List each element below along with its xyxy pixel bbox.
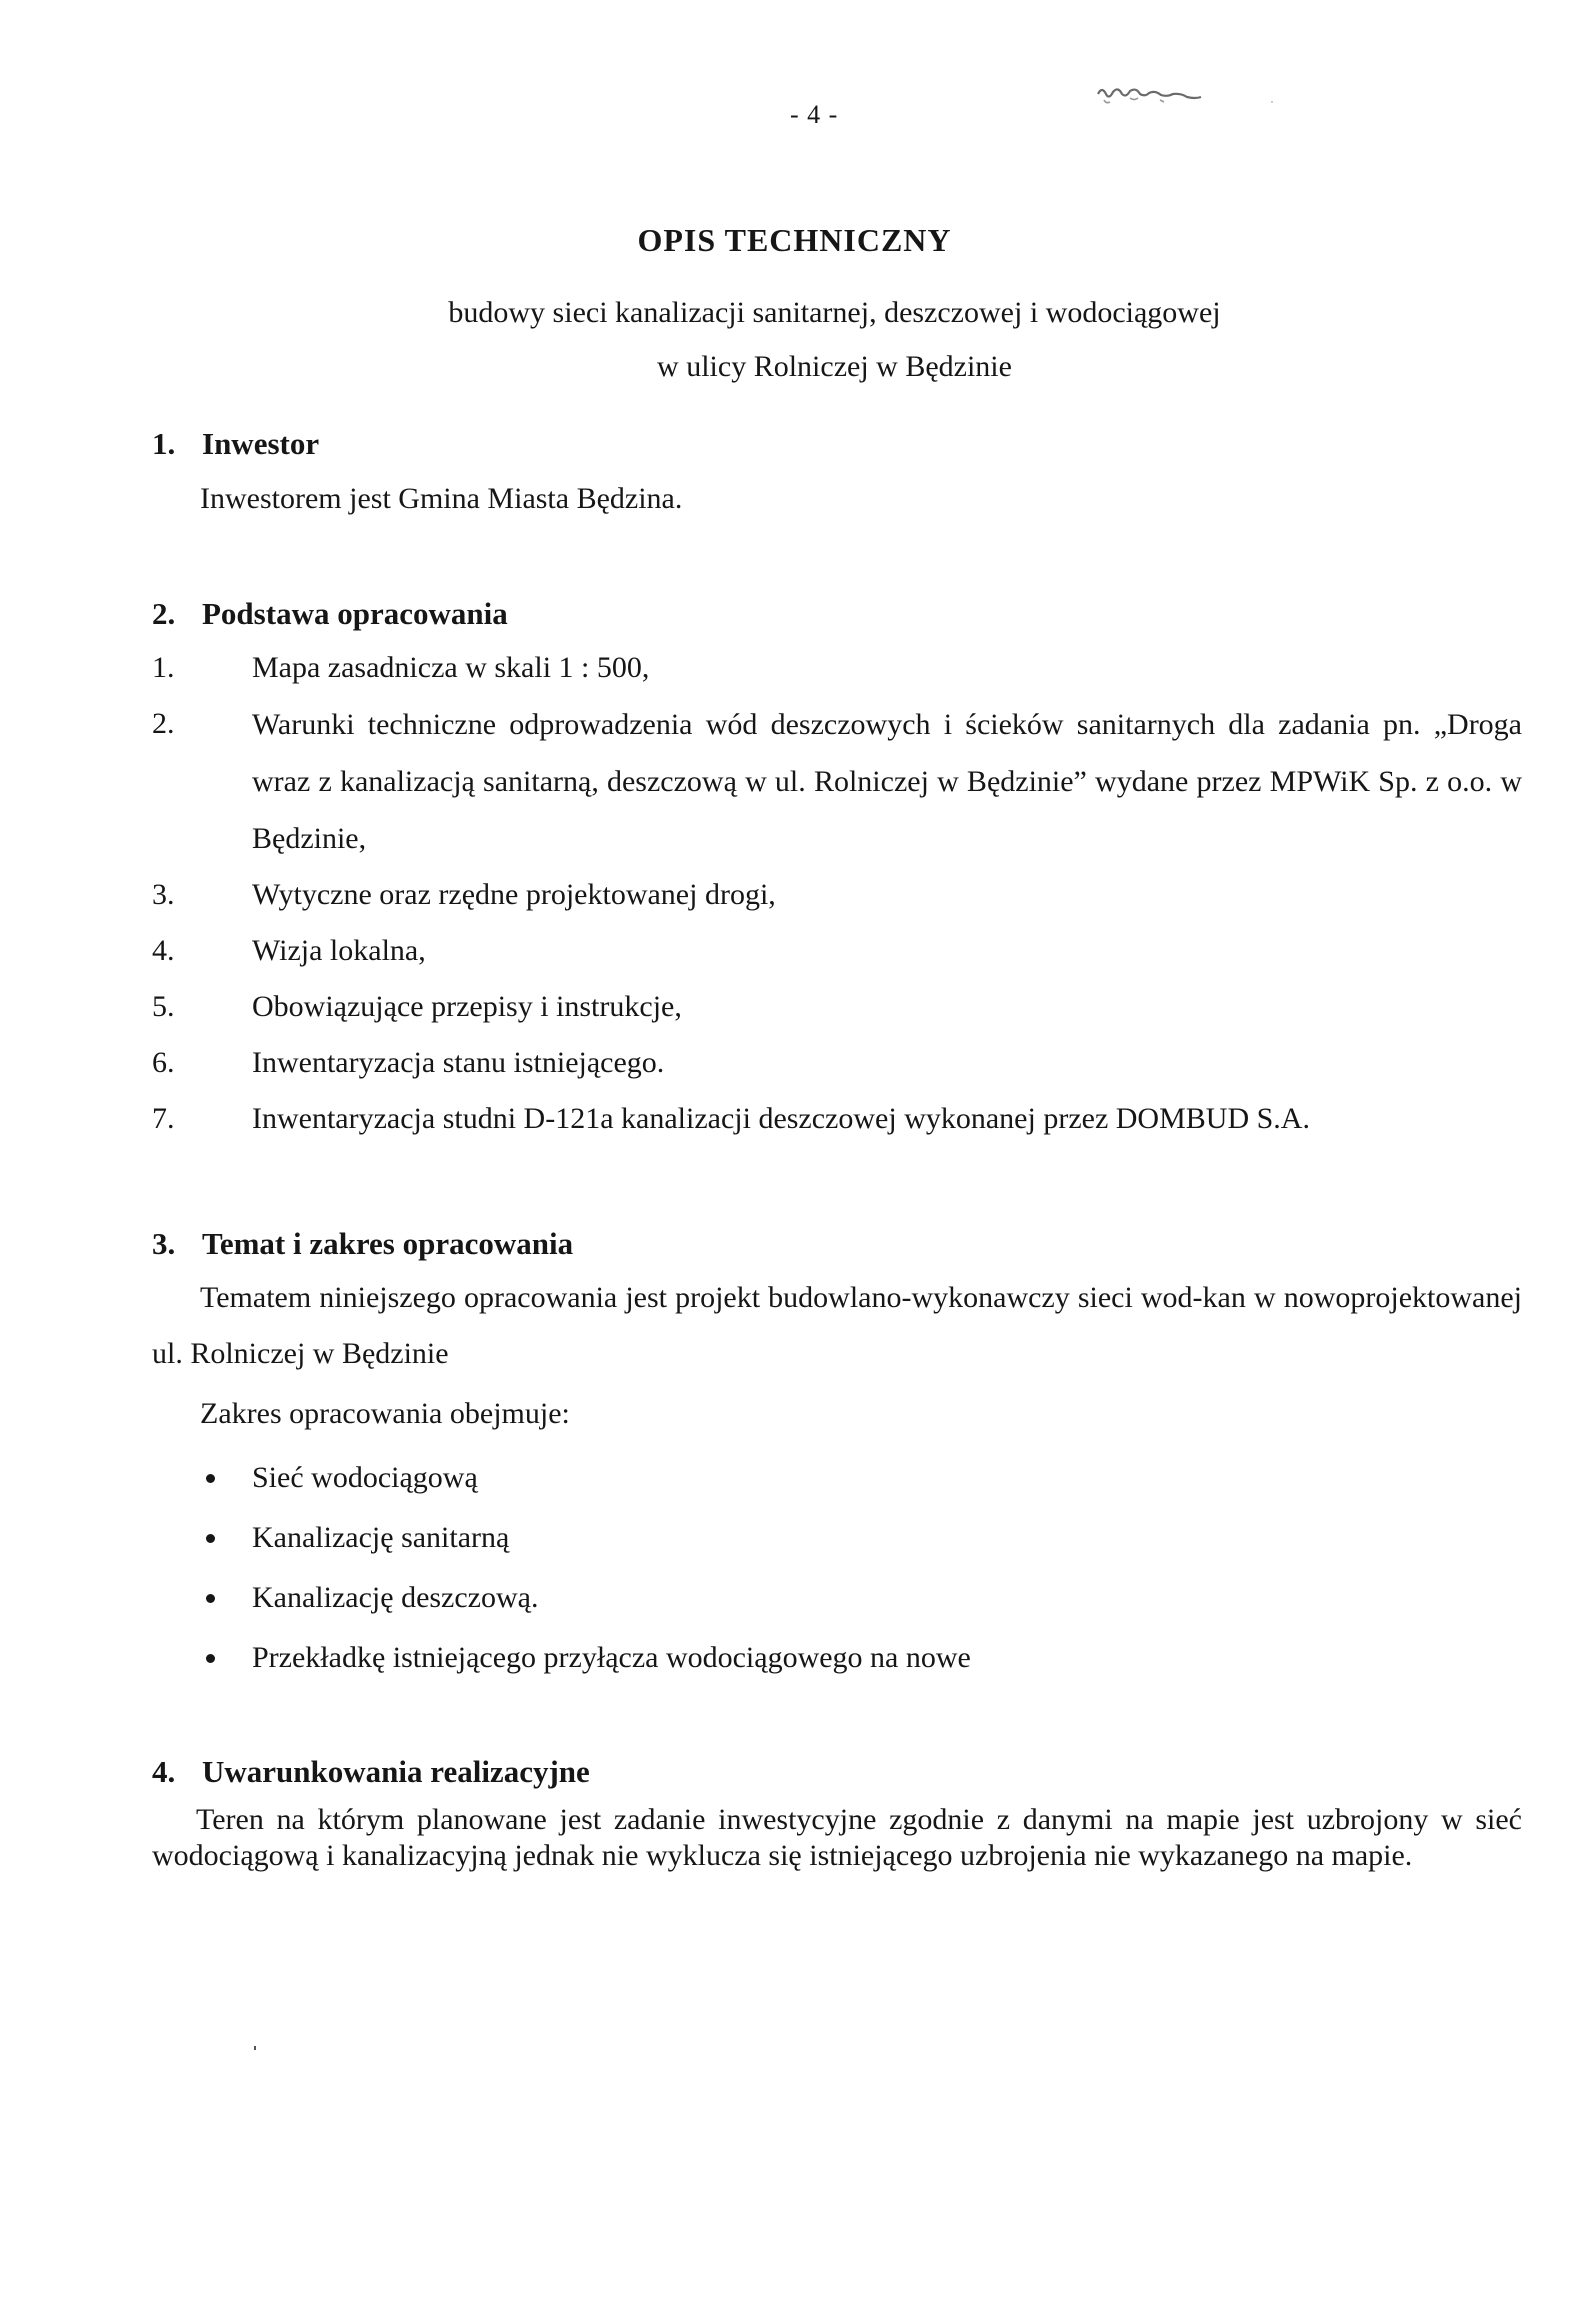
page-number: - 4 - [790,100,839,129]
document-subtitle-line2: w ulicy Rolniczej w Będzinie [657,350,1012,383]
scope-label: Zakres opracowania obejmuje: [200,1397,570,1430]
handwritten-mark [1090,80,1290,120]
list-item [152,867,1522,923]
bullet-icon [206,1474,215,1483]
bullet-item [152,1568,1522,1628]
section-scope [152,1224,1522,1688]
list-item [152,696,1522,867]
section-heading [152,1752,1522,1792]
list-item-number: 3. [152,878,175,911]
list-item [152,1091,1522,1147]
list-item-text: Inwentaryzacja studni D-121a kanalizacji deszczowej wykonanej przez DOMBUD S.A. [252,1102,1310,1135]
bullet-icon [206,1594,215,1603]
bullet-icon [206,1654,215,1663]
list-item-number: 2. [152,707,175,740]
scope-bullet-list [152,1448,1522,1688]
list-item-number: 6. [152,1046,175,1079]
bullet-text: Sieć wodociągową [252,1461,478,1494]
list-item-text: Wytyczne oraz rzędne projektowanej drogi, [252,878,776,911]
section-heading [152,424,1522,464]
list-item-text: Inwentaryzacja stanu istniejącego. [252,1046,665,1079]
bullet-item [152,1508,1522,1568]
list-item-text: Warunki techniczne odprowadzenia wód deszczowych i ścieków sanitarnych dla zadania pn. „Droga wraz z kanalizacją sanitarną, deszczową w ul. Rolniczej w Będzinie” wydane przez MPWiK Sp. z o.o. w Będzinie, [252,708,1522,855]
list-item-number: 4. [152,934,175,967]
section-intro-text: Tematem niniejszego opracowania jest projekt budowlano-wykonawczy sieci wod-kan w nowoprojektowanej ul. Rolniczej w Będzinie [152,1281,1522,1370]
section-number: 3. [152,1226,176,1261]
section-basis [152,594,1522,1147]
list-item-text: Wizja lokalna, [252,934,426,967]
section-conditions [152,1752,1522,1874]
bullet-item [152,1448,1522,1508]
section-number: 1. [152,426,176,461]
list-item-text: Obowiązujące przepisy i instrukcje, [252,990,682,1023]
section-text: Inwestorem jest Gmina Miasta Będzina. [200,482,683,515]
list-item [152,923,1522,979]
section-heading [152,594,1522,634]
bullet-icon [206,1534,215,1543]
bullet-text: Kanalizację deszczową. [252,1581,539,1614]
section-heading [152,1224,1522,1264]
document-subtitle-line1: budowy sieci kanalizacji sanitarnej, deszczowej i wodociągowej [448,296,1221,329]
list-item [152,1035,1522,1091]
list-item [152,640,1522,696]
bullet-text: Kanalizację sanitarną [252,1521,510,1554]
section-investor [152,424,1522,518]
list-item [152,979,1522,1035]
list-item-text: Mapa zasadnicza w skali 1 : 500, [252,651,650,684]
section-number: 2. [152,596,176,631]
section-title: Inwestor [202,426,320,461]
bullet-text: Przekładkę istniejącego przyłącza wodociągowego na nowe [252,1641,971,1674]
basis-list [152,640,1522,1147]
list-item-number: 7. [152,1102,175,1135]
document-title: OPIS TECHNICZNY [637,222,952,258]
section-number: 4. [152,1754,176,1789]
list-item-number: 1. [152,651,175,684]
section-title: Temat i zakres opracowania [202,1226,574,1261]
section-title: Podstawa opracowania [202,596,508,631]
list-item-number: 5. [152,990,175,1023]
section-title: Uwarunkowania realizacyjne [202,1754,590,1789]
scan-speck [254,2046,256,2050]
section-text: Teren na którym planowane jest zadanie inwestycyjne zgodnie z danymi na mapie jest uzbrojony w sieć wodociągową i kanalizacyjną jednak nie wyklucza się istniejącego uzbrojenia nie wykazanego na mapie. [152,1803,1522,1872]
bullet-item [152,1628,1522,1688]
